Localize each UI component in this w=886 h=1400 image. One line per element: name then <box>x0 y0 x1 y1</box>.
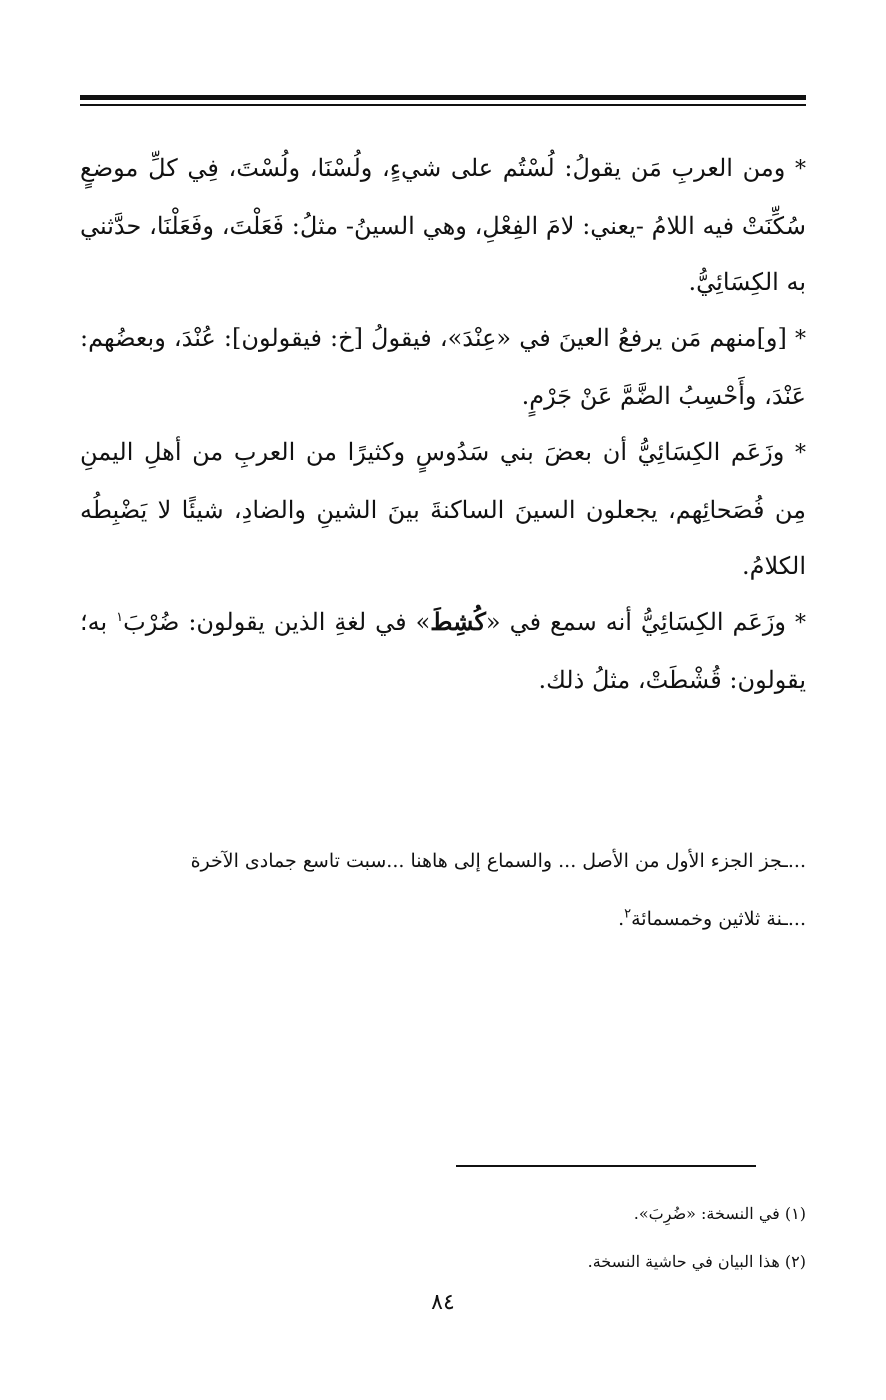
header-thick-rule <box>80 95 806 100</box>
header-double-rule <box>80 95 806 106</box>
paragraph-text-start: وزَعَم الكِسَائِيُّ أنه سمع في « <box>485 608 787 636</box>
paragraph <box>80 140 806 310</box>
footnote-ref-2[interactable]: ٢ <box>624 906 632 922</box>
paragraph <box>80 310 806 424</box>
colophon-line: ...ـجز الجزء الأول من الأصل ... والسماع إلى هاهنا ...سبت تاسع جمادى الآخرة <box>190 850 806 872</box>
colophon-line-text: ...ـنة ثلاثين وخمسمائة <box>631 908 806 930</box>
page-number: ٨٤ <box>431 1290 455 1315</box>
bold-word: كُشِطَ <box>430 607 486 636</box>
asterisk-marker: * <box>795 157 806 182</box>
book-page <box>80 0 806 1400</box>
footnote-separator <box>456 1165 756 1167</box>
footnote-text: هذا البيان في حاشية النسخة. <box>587 1252 780 1271</box>
header-thin-rule <box>80 104 806 106</box>
colophon-line <box>80 890 806 948</box>
paragraph-text-end: به؛ يقولون: قُشْطَتْ، مثلُ ذلك. <box>80 608 806 694</box>
footnote-ref-1[interactable]: ١ <box>116 610 124 625</box>
paragraph-text: وزَعَم الكِسَائِيُّ أن بعضَ بني سَدُوسٍ وكثيرًا من العربِ من أهلِ اليمنِ مِن فُصَحائِهم، يجعلون السينَ الساكنةَ بينَ الشينِ والضادِ، شيئًا لا يَضْبِطُه الكلامُ. <box>80 438 806 580</box>
asterisk-marker: * <box>795 327 806 352</box>
main-text <box>80 140 806 708</box>
asterisk-marker: * <box>794 441 806 466</box>
paragraph <box>80 594 806 708</box>
footnotes <box>80 1190 806 1286</box>
paragraph-text-middle: » في لغةِ الذين يقولون: ضُرْبَ <box>123 608 431 636</box>
colophon-note <box>80 832 806 948</box>
footnote-number: (٢) <box>784 1252 806 1271</box>
paragraph-text: ومن العربِ مَن يقولُ: لُسْتُم على شيءٍ، ولُسْنَا، ولُسْتَ، فِي كلِّ موضعٍ سُكِّنَتْ فيه اللامُ -يعني: لامَ الفِعْلِ، وهي السينُ- مثلُ: فَعَلْتَ، وفَعَلْنَا، حدَّثني به الكِسَائِيُّ. <box>80 154 807 296</box>
footnote <box>80 1190 806 1238</box>
colophon-line-end: . <box>618 908 625 930</box>
paragraph <box>80 424 806 594</box>
paragraph-text: [و]منهم مَن يرفعُ العينَ في «عِنْدَ»، فيقولُ [خ: فيقولون]: عُنْدَ، وبعضُهم: عَنْدَ، وأَحْسِبُ الضَّمَّ عَنْ جَرْمٍ. <box>80 324 806 410</box>
footnote-text: في النسخة: «ضُرِبَ». <box>633 1204 780 1223</box>
footnote-number: (١) <box>784 1204 806 1223</box>
asterisk-marker: * <box>795 611 807 636</box>
footnote <box>80 1238 806 1286</box>
